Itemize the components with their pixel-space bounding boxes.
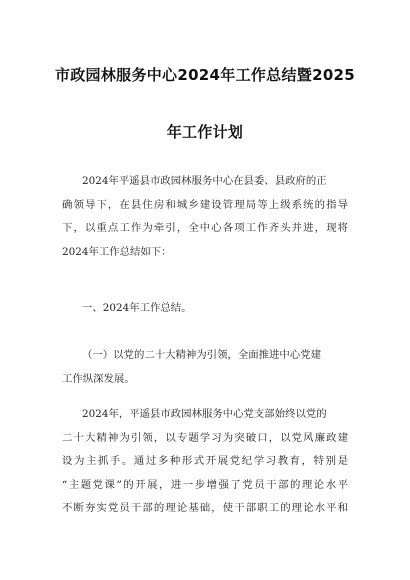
document-title-line-1: 市政园林服务中心2024年工作总结暨2025 — [54, 66, 356, 84]
document-title-line-2: 年工作计划 — [166, 123, 244, 141]
paragraph-line: 二十大精神为引领，以专题学习为突破口，以党风廉政建 — [62, 431, 348, 444]
paragraph-line: 2024年工作总结如下： — [62, 245, 172, 258]
body-paragraph — [62, 403, 348, 521]
subsection-heading-paragraph — [62, 344, 348, 391]
paragraph-line: 设为主抓手。通过多种形式开展党纪学习教育，特别是 — [62, 455, 348, 467]
paragraph-line: 确领导下，在县住房和城乡建设管理局等上级系统的指导 — [62, 198, 348, 211]
paragraph-line: 2024年，平遥县市政园林服务中心党支部始终以党的 — [82, 408, 327, 420]
paragraph-line: 下，以重点工作为牵引，全中心各项工作齐头并进，现将 — [62, 222, 348, 234]
paragraph-line: （一）以党的二十大精神为引领，全面推进中心党建 — [82, 349, 321, 361]
section-heading: 一、2024年工作总结。 — [82, 302, 192, 314]
paragraph-line: 不断夯实党员干部的理论基础，使干部职工的理论水平和 — [62, 502, 348, 514]
paragraph-line: “主题党课”的开展，进一步增强了党员干部的理论水平 — [62, 478, 348, 491]
section-heading-paragraph — [62, 297, 348, 321]
intro-paragraph — [62, 170, 348, 264]
paragraph-line: 2024年平遥县市政园林服务中心在县委、县政府的正 — [82, 175, 327, 187]
paragraph-line: 工作纵深发展。 — [62, 372, 135, 385]
